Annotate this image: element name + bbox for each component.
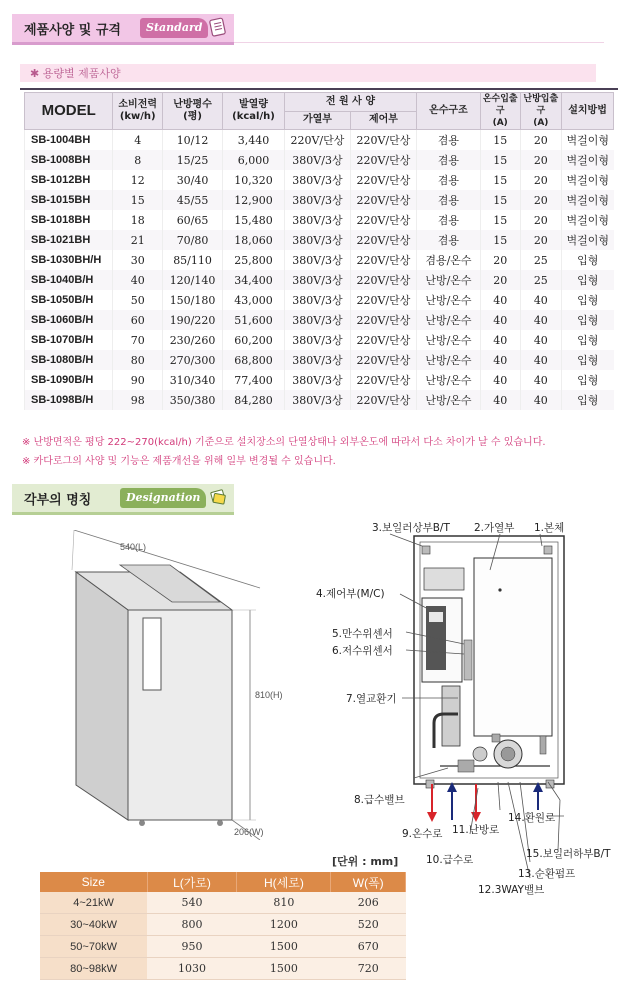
unit-label: [단위 : mm] [332, 855, 399, 868]
cell: 15,480 [223, 210, 285, 230]
cell: 겸용/온수 [416, 250, 480, 270]
table-row [25, 330, 614, 350]
cell: 220V/단상 [350, 310, 416, 330]
table-row [40, 914, 406, 936]
dim-length: 540(L) [120, 542, 147, 552]
cell: 벽걸이형 [562, 230, 614, 250]
cell: 380V/3상 [284, 370, 350, 390]
cell: 40 [480, 290, 520, 310]
part-label-3: 3.보일러상부B/T [372, 522, 450, 534]
table-row [25, 310, 614, 330]
cell: 8 [113, 150, 163, 170]
cell: 20 [480, 250, 520, 270]
part-label-5: 5.만수위센서 [332, 628, 393, 640]
spec-subtitle: ✱ 용량별 제품사양 [30, 67, 121, 80]
table-row [25, 370, 614, 390]
cell: 입형 [562, 250, 614, 270]
cell: 20 [520, 150, 562, 170]
cell: 30 [113, 250, 163, 270]
cell: 90 [113, 370, 163, 390]
th-heat: 발열량 (kcal/h) [223, 93, 285, 130]
cell: 520 [331, 914, 406, 936]
cell: 난방/온수 [416, 270, 480, 290]
cell: 220V/단상 [350, 250, 416, 270]
cell-model: SB-1021BH [25, 230, 113, 250]
cell: 270/300 [163, 350, 223, 370]
cell: 20 [520, 210, 562, 230]
table-row [25, 210, 614, 230]
cell: 입형 [562, 370, 614, 390]
cell: 겸용 [416, 210, 480, 230]
table-row [40, 892, 406, 914]
part-label-13: 13.순환펌프 [518, 868, 576, 880]
part-label-11: 11.난방로 [452, 824, 500, 836]
part-label-4: 4.제어부(M/C) [316, 588, 385, 600]
cell: 800 [147, 914, 237, 936]
cell: 190/220 [163, 310, 223, 330]
cell-model: SB-1018BH [25, 210, 113, 230]
cell: 98 [113, 390, 163, 410]
cell: 40 [520, 370, 562, 390]
cell: 380V/3상 [284, 170, 350, 190]
table-row [40, 958, 406, 980]
cell-model: SB-1090B/H [25, 370, 113, 390]
part-label-8: 8.급수밸브 [354, 794, 405, 806]
cell: 6,000 [223, 150, 285, 170]
footnote-change: ※ 카다로그의 사양 및 기능은 제품개선을 위해 일부 변경될 수 있습니다. [22, 456, 336, 467]
cell: 1500 [237, 958, 331, 980]
leader-lines [330, 520, 630, 900]
cell: 15 [480, 230, 520, 250]
cell: 220V/단상 [350, 270, 416, 290]
cell: 34,400 [223, 270, 285, 290]
cell: 입형 [562, 290, 614, 310]
cell: 380V/3상 [284, 290, 350, 310]
cell: 80 [113, 350, 163, 370]
cell: 40 [480, 310, 520, 330]
table-row [25, 230, 614, 250]
cell-model: SB-1012BH [25, 170, 113, 190]
part-label-15: 15.보일러하부B/T [526, 848, 611, 860]
cell: 40 [520, 330, 562, 350]
cell-model: SB-1008BH [25, 150, 113, 170]
cell: 220V/단상 [350, 150, 416, 170]
section-badge: Standard [140, 18, 208, 38]
cell: 540 [147, 892, 237, 914]
cell: 80~98kW [40, 958, 147, 980]
cell: 40 [480, 390, 520, 410]
cell-model: SB-1060B/H [25, 310, 113, 330]
section-badge: Designation [120, 488, 206, 508]
cell: 50 [113, 290, 163, 310]
cell: 380V/3상 [284, 330, 350, 350]
th-size: Size [40, 872, 147, 892]
cell: 77,400 [223, 370, 285, 390]
cell: 10,320 [223, 170, 285, 190]
cell: 70/80 [163, 230, 223, 250]
table-row [25, 390, 614, 410]
cell: 겸용 [416, 190, 480, 210]
cell: 입형 [562, 330, 614, 350]
table-row [25, 150, 614, 170]
cell: 70 [113, 330, 163, 350]
cell: 40 [520, 390, 562, 410]
cell: 40 [520, 310, 562, 330]
cell: 25 [520, 250, 562, 270]
cell: 380V/3상 [284, 270, 350, 290]
cell: 950 [147, 936, 237, 958]
cell: 12,900 [223, 190, 285, 210]
cell: 40 [480, 350, 520, 370]
cell: 21 [113, 230, 163, 250]
memo-icon [208, 17, 228, 37]
cell: 난방/온수 [416, 390, 480, 410]
cell: 겸용 [416, 130, 480, 151]
cell: 150/180 [163, 290, 223, 310]
cell: 25,800 [223, 250, 285, 270]
cell: 벽걸이형 [562, 170, 614, 190]
cell: 206 [331, 892, 406, 914]
cell: 51,600 [223, 310, 285, 330]
cell: 60,200 [223, 330, 285, 350]
cell: 350/380 [163, 390, 223, 410]
boiler-isometric-drawing [60, 530, 290, 840]
cell: 85/110 [163, 250, 223, 270]
dim-width: 206(W) [234, 827, 264, 837]
cell: 20 [480, 270, 520, 290]
cell: 겸용 [416, 150, 480, 170]
cell: 난방/온수 [416, 310, 480, 330]
cell: 1200 [237, 914, 331, 936]
cell: 4 [113, 130, 163, 151]
cell: 310/340 [163, 370, 223, 390]
cell: 220V/단상 [284, 130, 350, 151]
th-model: MODEL [25, 93, 113, 130]
cell-model: SB-1004BH [25, 130, 113, 151]
cell: 벽걸이형 [562, 150, 614, 170]
dim-height: 810(H) [255, 690, 283, 700]
th-area: 난방평수 (평) [163, 93, 223, 130]
cell: 220V/단상 [350, 210, 416, 230]
cell: 18,060 [223, 230, 285, 250]
cell: 15/25 [163, 150, 223, 170]
section-title: 각부의 명칭 [24, 493, 92, 508]
cell: 입형 [562, 270, 614, 290]
cell: 4~21kW [40, 892, 147, 914]
cell: 벽걸이형 [562, 130, 614, 151]
cell: 겸용 [416, 230, 480, 250]
cell: 1500 [237, 936, 331, 958]
cell: 3,440 [223, 130, 285, 151]
part-label-10: 10.급수로 [426, 854, 474, 866]
table-row [40, 936, 406, 958]
cell: 난방/온수 [416, 290, 480, 310]
cell: 난방/온수 [416, 370, 480, 390]
cell: 84,280 [223, 390, 285, 410]
th-heater: 가열부 [284, 111, 350, 130]
table-row [25, 130, 614, 151]
cell: 25 [520, 270, 562, 290]
cell: 220V/단상 [350, 330, 416, 350]
cell: 220V/단상 [350, 390, 416, 410]
cell: 220V/단상 [350, 170, 416, 190]
cell: 벽걸이형 [562, 210, 614, 230]
th-width: W(폭) [331, 872, 406, 892]
size-table [40, 872, 406, 980]
cell: 15 [113, 190, 163, 210]
cell: 12 [113, 170, 163, 190]
part-label-6: 6.저수위센서 [332, 645, 393, 657]
cell: 43,000 [223, 290, 285, 310]
cell: 1030 [147, 958, 237, 980]
cell: 20 [520, 190, 562, 210]
cell: 220V/단상 [350, 130, 416, 151]
cell: 20 [520, 170, 562, 190]
table-row [25, 250, 614, 270]
cell: 30~40kW [40, 914, 147, 936]
part-label-1: 1.본체 [534, 522, 565, 534]
cell: 18 [113, 210, 163, 230]
cell-model: SB-1015BH [25, 190, 113, 210]
cell: 220V/단상 [350, 370, 416, 390]
th-install: 설치방법 [562, 93, 614, 130]
cell: 380V/3상 [284, 230, 350, 250]
section-header-designation [12, 484, 234, 515]
cell: 50~70kW [40, 936, 147, 958]
cell: 68,800 [223, 350, 285, 370]
cell: 입형 [562, 390, 614, 410]
th-height: H(세로) [237, 872, 331, 892]
cell: 20 [520, 230, 562, 250]
cell: 15 [480, 170, 520, 190]
th-hw-port: 온수입출구 (A) [480, 93, 520, 130]
cell: 40 [520, 350, 562, 370]
cell: 입형 [562, 310, 614, 330]
table-row [25, 350, 614, 370]
cell: 810 [237, 892, 331, 914]
cell-model: SB-1040B/H [25, 270, 113, 290]
th-length: L(가로) [147, 872, 237, 892]
cell: 난방/온수 [416, 350, 480, 370]
table-row [25, 270, 614, 290]
cell: 60 [113, 310, 163, 330]
cards-icon [208, 487, 228, 507]
table-row [25, 290, 614, 310]
cell: 380V/3상 [284, 310, 350, 330]
cell: 15 [480, 150, 520, 170]
cell: 15 [480, 130, 520, 151]
cell: 30/40 [163, 170, 223, 190]
cell: 45/55 [163, 190, 223, 210]
cell-model: SB-1080B/H [25, 350, 113, 370]
cell: 입형 [562, 350, 614, 370]
table-row [25, 190, 614, 210]
cell: 난방/온수 [416, 330, 480, 350]
th-supply: 전 원 사 양 [284, 93, 416, 112]
spec-table [24, 92, 614, 410]
cell: 겸용 [416, 170, 480, 190]
cell: 40 [480, 370, 520, 390]
cell: 120/140 [163, 270, 223, 290]
cell: 230/260 [163, 330, 223, 350]
cell: 60/65 [163, 210, 223, 230]
cell: 720 [331, 958, 406, 980]
cell-model: SB-1070B/H [25, 330, 113, 350]
cell: 10/12 [163, 130, 223, 151]
cell: 220V/단상 [350, 190, 416, 210]
footnote-area: ※ 난방면적은 평당 222~270(kcal/h) 기준으로 설치장소의 단열상태나 외부온도에 따라서 다소 차이가 날 수 있습니다. [22, 437, 546, 448]
part-label-7: 7.열교환기 [346, 693, 397, 705]
cell: 380V/3상 [284, 150, 350, 170]
cell: 380V/3상 [284, 190, 350, 210]
section-title: 제품사양 및 규격 [24, 23, 121, 38]
table-row [25, 170, 614, 190]
part-label-2: 2.가열부 [474, 522, 515, 534]
cell: 40 [480, 330, 520, 350]
cell: 40 [113, 270, 163, 290]
cell: 380V/3상 [284, 210, 350, 230]
cell: 15 [480, 210, 520, 230]
cell: 220V/단상 [350, 290, 416, 310]
th-hot-water: 온수구조 [416, 93, 480, 130]
cell: 380V/3상 [284, 350, 350, 370]
cell: 15 [480, 190, 520, 210]
cell: 220V/단상 [350, 230, 416, 250]
th-control: 제어부 [350, 111, 416, 130]
part-label-14: 14.환원로 [508, 812, 556, 824]
section-rule [234, 42, 604, 43]
cell: 670 [331, 936, 406, 958]
cell-model: SB-1098B/H [25, 390, 113, 410]
part-label-9: 9.온수로 [402, 828, 443, 840]
cell-model: SB-1050B/H [25, 290, 113, 310]
cell: 220V/단상 [350, 350, 416, 370]
cell: 380V/3상 [284, 390, 350, 410]
cell: 20 [520, 130, 562, 151]
th-heat-port: 난방입출구 (A) [520, 93, 562, 130]
cell: 380V/3상 [284, 250, 350, 270]
cell-model: SB-1030BH/H [25, 250, 113, 270]
part-label-12: 12.3WAY밸브 [478, 884, 545, 896]
section-header-standard [12, 14, 234, 45]
th-power: 소비전력 (kw/h) [113, 93, 163, 130]
cell: 벽걸이형 [562, 190, 614, 210]
cell: 40 [520, 290, 562, 310]
